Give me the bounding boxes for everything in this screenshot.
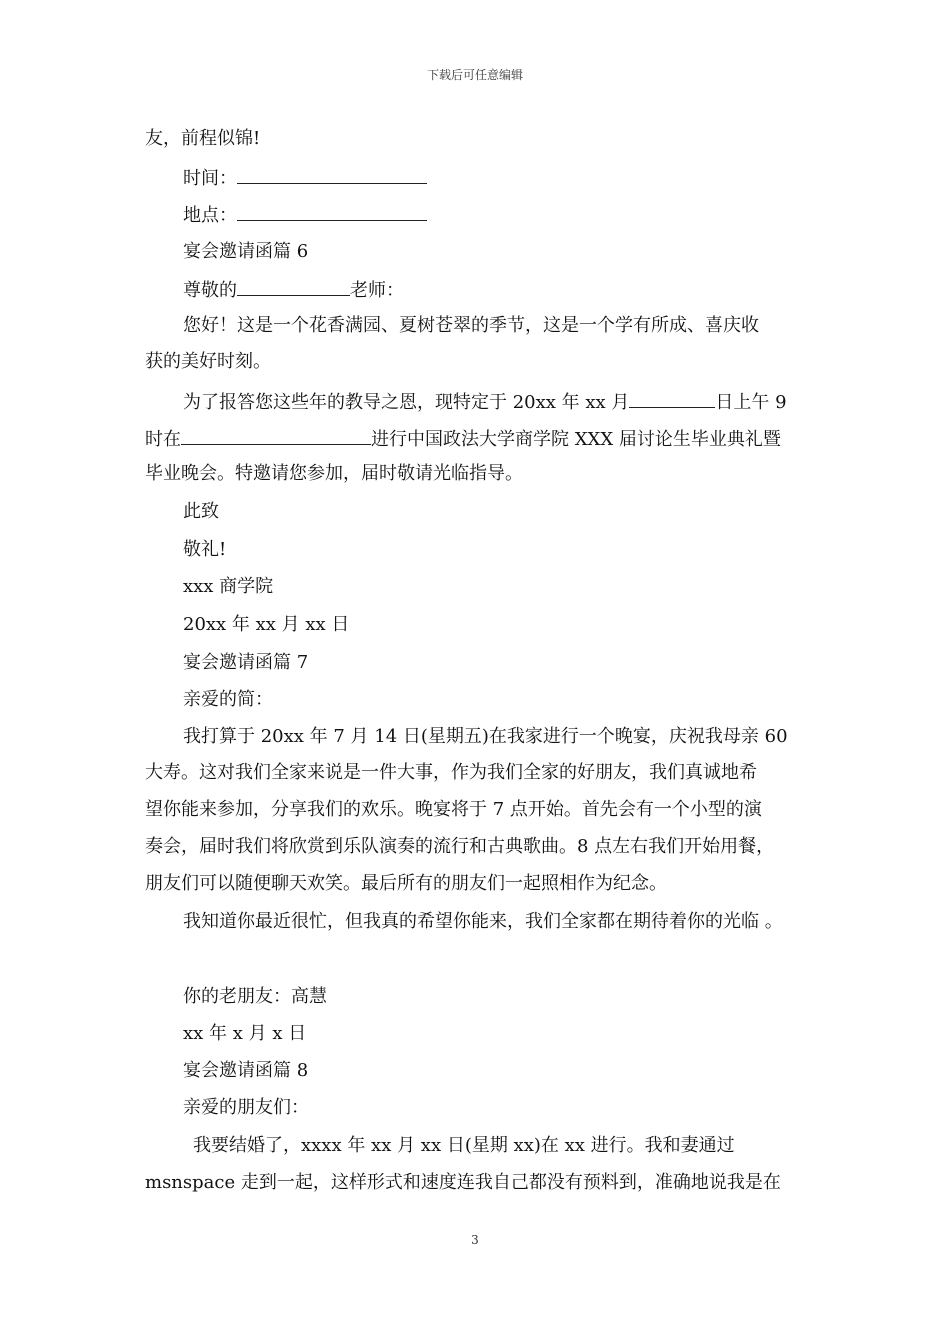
text-line: 大寿。这对我们全家来说是一件大事，作为我们全家的好朋友，我们真诚地希: [145, 762, 757, 783]
text-line: 您好！这是一个花香满园、夏树苍翠的季节，这是一个学有所成、喜庆收: [183, 315, 759, 336]
text-line: 我打算于 20xx 年 7 月 14 日(星期五)在我家进行一个晚宴，庆祝我母亲 60: [183, 726, 788, 747]
place-field: [183, 202, 427, 228]
section-title: 宴会邀请函篇 6: [183, 241, 309, 262]
text-segment: 时在: [145, 429, 181, 450]
time-field: [183, 165, 427, 191]
time-label: 时间：: [183, 168, 237, 189]
closing: 此致: [183, 501, 219, 522]
salutation: [183, 277, 404, 303]
name-blank: [237, 277, 350, 296]
sender: xxx 商学院: [183, 576, 274, 597]
text-segment: 日上午 9: [715, 392, 787, 413]
page-number: 3: [471, 1233, 479, 1247]
time-blank: [237, 165, 427, 184]
venue-blank: [181, 426, 371, 445]
text-segment: 为了报答您这些年的教导之恩，现特定于 20xx 年 xx 月: [183, 392, 630, 413]
text-line: msnspace 走到一起，这样形式和速度连我自己都没有预料到，准确地说我是在: [145, 1172, 781, 1193]
section-title: 宴会邀请函篇 8: [183, 1060, 309, 1081]
text-line: 望你能来参加，分享我们的欢乐。晚宴将于 7 点开始。首先会有一个小型的演: [145, 799, 762, 820]
text-line: [183, 389, 787, 415]
place-label: 地点：: [183, 205, 237, 226]
section-title: 宴会邀请函篇 7: [183, 652, 309, 673]
text-line: 朋友们可以随便聊天欢笑。最后所有的朋友们一起照相作为纪念。: [145, 873, 667, 894]
text-line: 奏会，届时我们将欣赏到乐队演奏的流行和古典歌曲。8 点左右我们开始用餐，: [145, 836, 775, 857]
text-line: 毕业晚会。特邀请您参加，届时敬请光临指导。: [145, 463, 523, 484]
date: 20xx 年 xx 月 xx 日: [183, 614, 350, 635]
page-header: 下载后可任意编辑: [426, 68, 523, 82]
salutation: 亲爱的简：: [183, 689, 273, 710]
text-line: 获的美好时刻。: [145, 351, 271, 372]
day-blank: [629, 389, 715, 408]
date: xx 年 x 月 x 日: [183, 1023, 307, 1044]
text-line: 友，前程似锦!: [145, 128, 261, 149]
place-blank: [237, 202, 427, 221]
salutation: 亲爱的朋友们：: [183, 1097, 309, 1118]
signature: 你的老朋友：高慧: [183, 986, 327, 1007]
text-line: 我要结婚了，xxxx 年 xx 月 xx 日(星期 xx)在 xx 进行。我和妻通过: [193, 1135, 735, 1156]
text-segment: 进行中国政法大学商学院 XXX 届讨论生毕业典礼暨: [371, 429, 781, 450]
text-line: 我知道你最近很忙，但我真的希望你能来，我们全家都在期待着你的光临 。: [183, 911, 783, 932]
closing: 敬礼!: [183, 539, 227, 560]
salutation-prefix: 尊敬的: [183, 280, 237, 301]
salutation-suffix: 老师：: [350, 280, 404, 301]
text-line: [145, 426, 781, 452]
